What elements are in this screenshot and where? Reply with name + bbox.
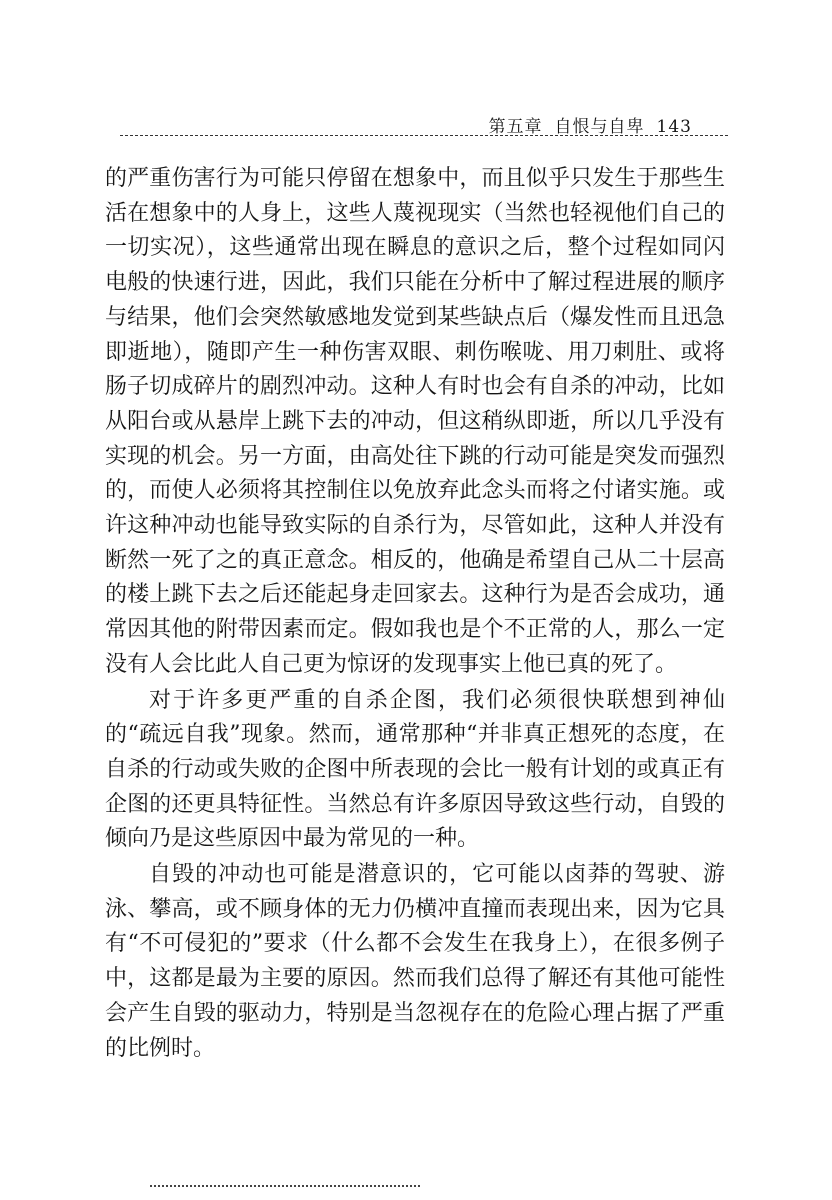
paragraph-continued: 的严重伤害行为可能只停留在想象中，而且似乎只发生于那些生活在想象中的人身上，这些人蔑视现实（当然也轻视他们自己的一切实况），这些通常出现在瞬息的意识之后，整个过程如同闪电般的快速行进，因此，我们只能在分析中了解过程进展的顺序与结果，他们会突然敏感地发觉到某些缺点后（爆发性而且迅急即逝地），随即产生一种伤害双眼、刺伤喉咙、用刀刺肚、或将肠子切成碎片的剧烈冲动。这种人有时也会有自杀的冲动，比如从阳台或从悬岸上跳下去的冲动，但这稍纵即逝，所以几乎没有实现的机会。另一方面，由高处往下跳的行动可能是突发而强烈的，而使人必须将其控制住以免放弃此念头而将之付诸实施。或许这种冲动也能导致实际的自杀行为，尽管如此，这种人并没有断然一死了之的真正意念。相反的，他确是希望自己从二十层高的楼上跳下去之后还能起身走回家去。这种行为是否会成功，通常因其他的附带因素而定。假如我也是个不正常的人，那么一定没有人会比此人自己更为惊讶的发现事实上他已真的死了。: [105, 166, 725, 677]
paragraph: 自毁的冲动也可能是潜意识的，它可能以卤莽的驾驶、游泳、攀高，或不顾身体的无力仍横冲直撞而表现出来，因为它具有“不可侵犯的”要求（什么都不会发生在我身上），在很多例子中，这都是最为主要的原因。然而我们总得了解还有其他可能性会产生自毁的驱动力，特别是当忽视存在的危险心理占据了严重的比例时。: [105, 862, 725, 1061]
bottom-scan-artifact: [150, 1185, 420, 1193]
paragraph: 对于许多更严重的自杀企图，我们必须很快联想到神仙的“疏远自我”现象。然而，通常那种“并非真正想死的态度，在自杀的行动或失败的企图中所表现的会比一般有计划的或真正有企图的还更具特征性。当然总有许多原因导致这些行动，自毁的倾向乃是这些原因中最为常见的一种。: [105, 687, 725, 852]
running-header: [477, 112, 692, 137]
chapter-label: 第五章: [488, 117, 543, 137]
page-number: 143: [656, 117, 692, 137]
header-rule: [120, 135, 728, 136]
chapter-title: 自恨与自卑: [554, 117, 645, 137]
page-body: [105, 162, 725, 1066]
